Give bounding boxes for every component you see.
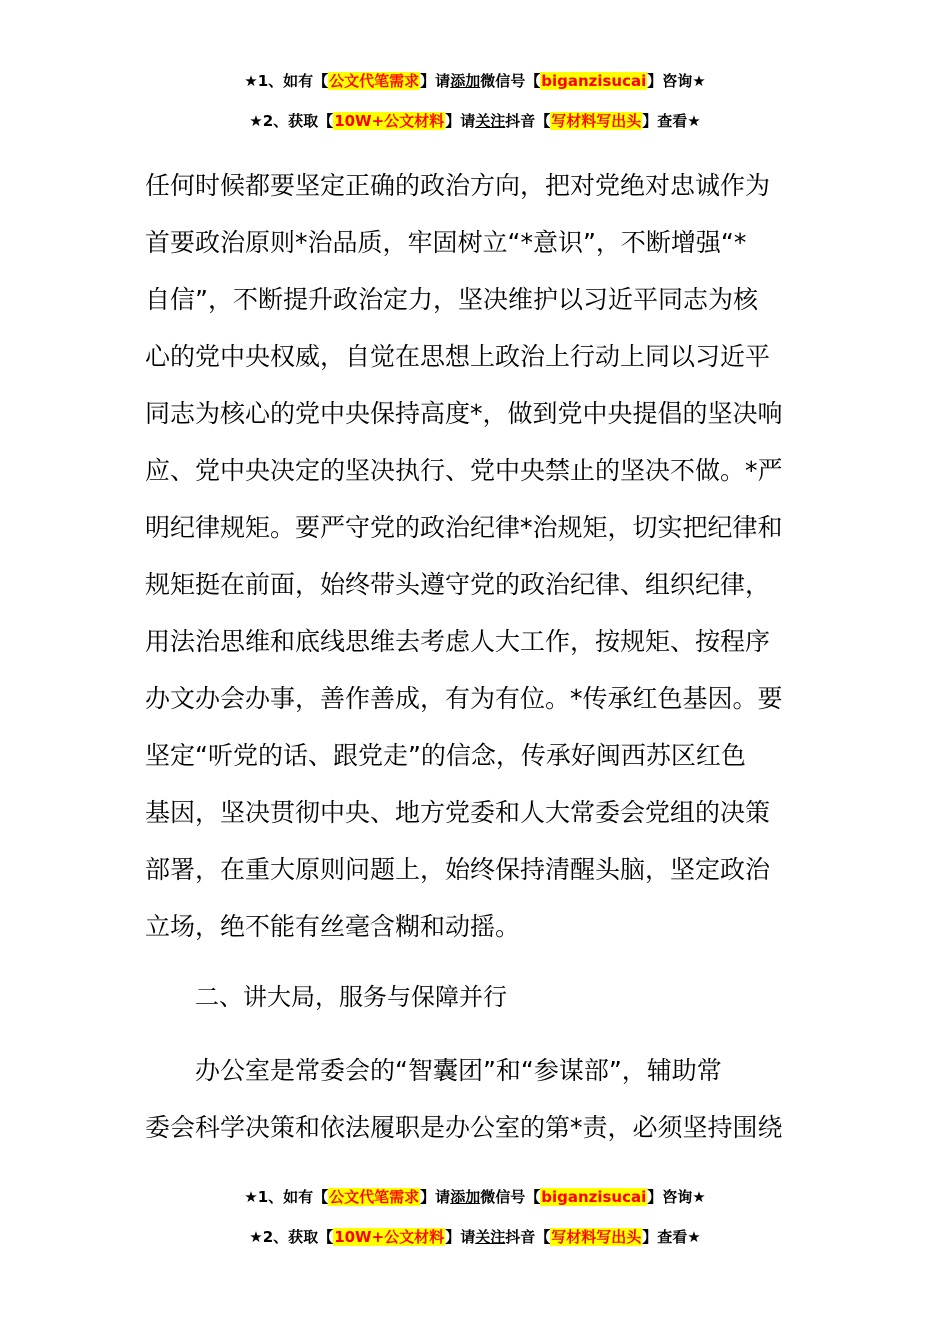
banner-text: 抖音【	[505, 1228, 551, 1246]
banner-text: ★1、如有【	[244, 72, 329, 90]
banner-text: 】咨询★	[647, 1188, 706, 1206]
banner-highlight: biganzisucai	[541, 72, 647, 90]
banner-text: 】请	[445, 112, 476, 130]
body-line: 部署，在重大原则问题上，始终保持清醒头脑，坚定政治	[145, 855, 771, 884]
banner-highlight: 写材料写出头	[551, 112, 642, 130]
banner-text: 抖音【	[505, 112, 551, 130]
banner-text: 】请	[420, 1188, 451, 1206]
banner-text: 】咨询★	[647, 72, 706, 90]
banner-underlined-text: 添加	[450, 72, 481, 90]
body-line: 立场，绝不能有丝毫含糊和动摇。	[145, 912, 521, 941]
promo-banner-line-2	[0, 110, 950, 132]
banner-text: 】请	[445, 1228, 476, 1246]
body-line: 自信”，不断提升政治定力，坚决维护以习近平同志为核	[145, 285, 758, 314]
banner-text: 】请	[420, 72, 451, 90]
banner-text: 】查看★	[642, 112, 701, 130]
banner-underlined-text: 关注	[475, 1228, 506, 1246]
body-line: 办公室是常委会的“智囊团”和“参谋部”，辅助常	[195, 1056, 722, 1085]
promo-banner-line-2	[0, 1226, 950, 1248]
banner-highlight: 公文代笔需求	[329, 1188, 420, 1206]
body-line: 基因，坚决贯彻中央、地方党委和人大常委会党组的决策	[145, 798, 771, 827]
banner-underlined-text: 添加	[450, 1188, 481, 1206]
banner-text: ★2、获取【	[249, 112, 334, 130]
section-heading: 二、讲大局，服务与保障并行	[195, 983, 507, 1011]
banner-text: 】查看★	[642, 1228, 701, 1246]
body-line: 规矩挺在前面，始终带头遵守党的政治纪律、组织纪律，	[145, 570, 771, 599]
body-line: 办文办会办事，善作善成，有为有位。*传承红色基因。要	[145, 684, 783, 713]
body-line: 应、党中央决定的坚决执行、党中央禁止的坚决不做。*严	[145, 456, 783, 485]
promo-banner-line-1	[0, 70, 950, 92]
body-line: 委会科学决策和依法履职是办公室的第*责，必须坚持围绕	[145, 1113, 783, 1142]
banner-underlined-text: 关注	[475, 112, 506, 130]
banner-highlight: 公文代笔需求	[329, 72, 420, 90]
banner-text: ★1、如有【	[244, 1188, 329, 1206]
banner-highlight: biganzisucai	[541, 1188, 647, 1206]
body-line: 心的党中央权威，自觉在思想上政治上行动上同以习近平	[145, 342, 771, 371]
banner-highlight: 10W+公文材料	[334, 1228, 445, 1246]
body-line: 明纪律规矩。要严守党的政治纪律*治规矩，切实把纪律和	[145, 513, 783, 542]
banner-highlight: 10W+公文材料	[334, 112, 445, 130]
promo-banner-line-1	[0, 1186, 950, 1208]
document-body	[145, 157, 807, 1156]
body-line: 坚定“听党的话、跟党走”的信念，传承好闽西苏区红色	[145, 741, 746, 770]
body-line: 任何时候都要坚定正确的政治方向，把对党绝对忠诚作为	[145, 171, 771, 200]
body-line: 同志为核心的党中央保持高度*，做到党中央提倡的坚决响	[145, 399, 783, 428]
body-line: 用法治思维和底线思维去考虑人大工作，按规矩、按程序	[145, 627, 771, 656]
banner-text: ★2、获取【	[249, 1228, 334, 1246]
banner-text: 微信号【	[480, 72, 541, 90]
banner-text: 微信号【	[480, 1188, 541, 1206]
banner-highlight: 写材料写出头	[551, 1228, 642, 1246]
body-line: 首要政治原则*治品质，牢固树立“*意识”，不断增强“*	[145, 228, 747, 257]
